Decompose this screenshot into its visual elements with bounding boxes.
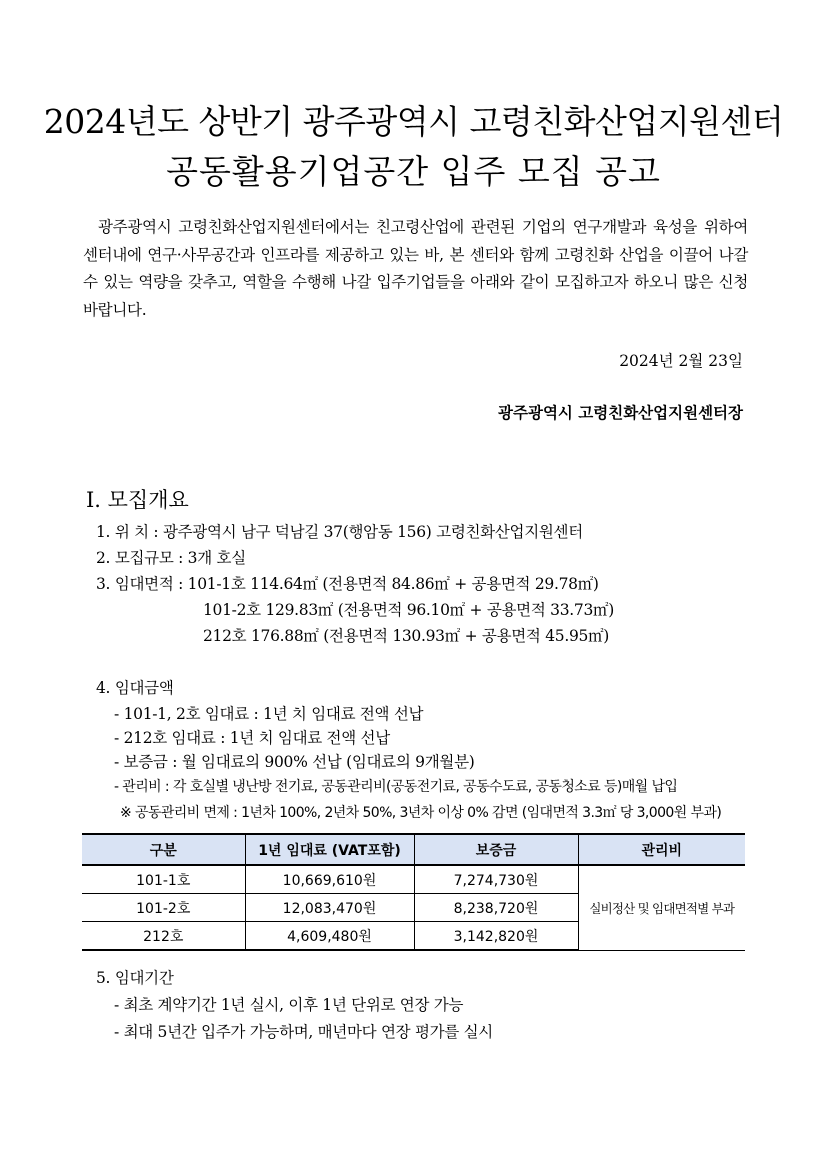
period-item-1: - 최초 계약기간 1년 실시, 이후 1년 단위로 연장 가능 bbox=[114, 996, 464, 1014]
section-heading: Ⅰ. 모집개요 bbox=[86, 488, 189, 512]
rent-item-2: - 212호 임대료 : 1년 치 임대료 전액 선납 bbox=[114, 729, 390, 747]
item-scale: 2. 모집규모 : 3개 호실 bbox=[96, 549, 246, 567]
table-row bbox=[82, 865, 745, 894]
table-header-row bbox=[82, 834, 745, 865]
table-cell: 10,669,610원 bbox=[245, 865, 414, 894]
table-cell: 101-2호 bbox=[82, 894, 245, 922]
issuer-name: 광주광역시 고령친화산업지원센터장 bbox=[498, 403, 743, 422]
rent-item-3: - 보증금 : 월 임대료의 900% 선납 (임대료의 9개월분) bbox=[114, 753, 475, 771]
announcement-date: 2024년 2월 23일 bbox=[619, 352, 743, 370]
item-location: 1. 위 치 : 광주광역시 남구 덕남길 37(행암동 156) 고령친화산업지원센터 bbox=[96, 523, 583, 541]
title-line-1: 2024년도 상반기 광주광역시 고령친화산업지원센터 bbox=[43, 102, 784, 141]
management-fee-cell: 실비정산 및 임대면적별 부과 bbox=[578, 865, 745, 950]
intro-paragraph: 광주광역시 고령친화산업지원센터에서는 친고령산업에 관련된 기업의 연구개발과 육성을 위하여 센터내에 연구·사무공간과 인프라를 제공하고 있는 바, 본 센터와 함께 고령친화 산업을 이끌어 나갈 수 있는 역량을 갖추고, 역할을 수행해 나갈 입주기업들을 아래와 같이 모집하고자 하오니 많은 신청 바랍니다. bbox=[83, 218, 748, 319]
table-cell: 3,142,820원 bbox=[414, 922, 578, 951]
table-cell: 101-1호 bbox=[82, 865, 245, 894]
item-area-2: 101-2호 129.83㎡ (전용면적 96.10㎡ + 공용면적 33.73㎡) bbox=[203, 601, 614, 619]
table-cell: 4,609,480원 bbox=[245, 922, 414, 951]
item-area-1: 3. 임대면적 : 101-1호 114.64㎡ (전용면적 84.86㎡ + 공용면적 29.78㎡) bbox=[96, 575, 599, 593]
table-header: 구분 bbox=[82, 834, 245, 865]
table-cell: 212호 bbox=[82, 922, 245, 951]
table-header: 관리비 bbox=[578, 834, 745, 865]
rent-heading: 4. 임대금액 bbox=[96, 679, 174, 697]
table-cell: 12,083,470원 bbox=[245, 894, 414, 922]
item-area-3: 212호 176.88㎡ (전용면적 130.93㎡ + 공용면적 45.95㎡) bbox=[203, 627, 610, 645]
table-cell: 8,238,720원 bbox=[414, 894, 578, 922]
title-line-2: 공동활용기업공간 입주 모집 공고 bbox=[166, 152, 661, 191]
table-header: 1년 임대료 (VAT포함) bbox=[245, 834, 414, 865]
period-heading: 5. 임대기간 bbox=[96, 969, 174, 987]
rent-item-1: - 101-1, 2호 임대료 : 1년 치 임대료 전액 선납 bbox=[114, 705, 424, 723]
table-cell: 7,274,730원 bbox=[414, 865, 578, 894]
rent-table bbox=[82, 833, 745, 951]
rent-note: ※ 공동관리비 면제 : 1년차 100%, 2년차 50%, 3년차 이상 0% 감면 (임대면적 3.3㎡ 당 3,000원 부과) bbox=[120, 805, 722, 821]
table-header: 보증금 bbox=[414, 834, 578, 865]
rent-item-4: - 관리비 : 각 호실별 냉난방 전기료, 공동관리비(공동전기료, 공동수도료, 공동청소료 등)매월 납입 bbox=[114, 779, 678, 795]
period-item-2: - 최대 5년간 입주가 가능하며, 매년마다 연장 평가를 실시 bbox=[114, 1023, 493, 1041]
